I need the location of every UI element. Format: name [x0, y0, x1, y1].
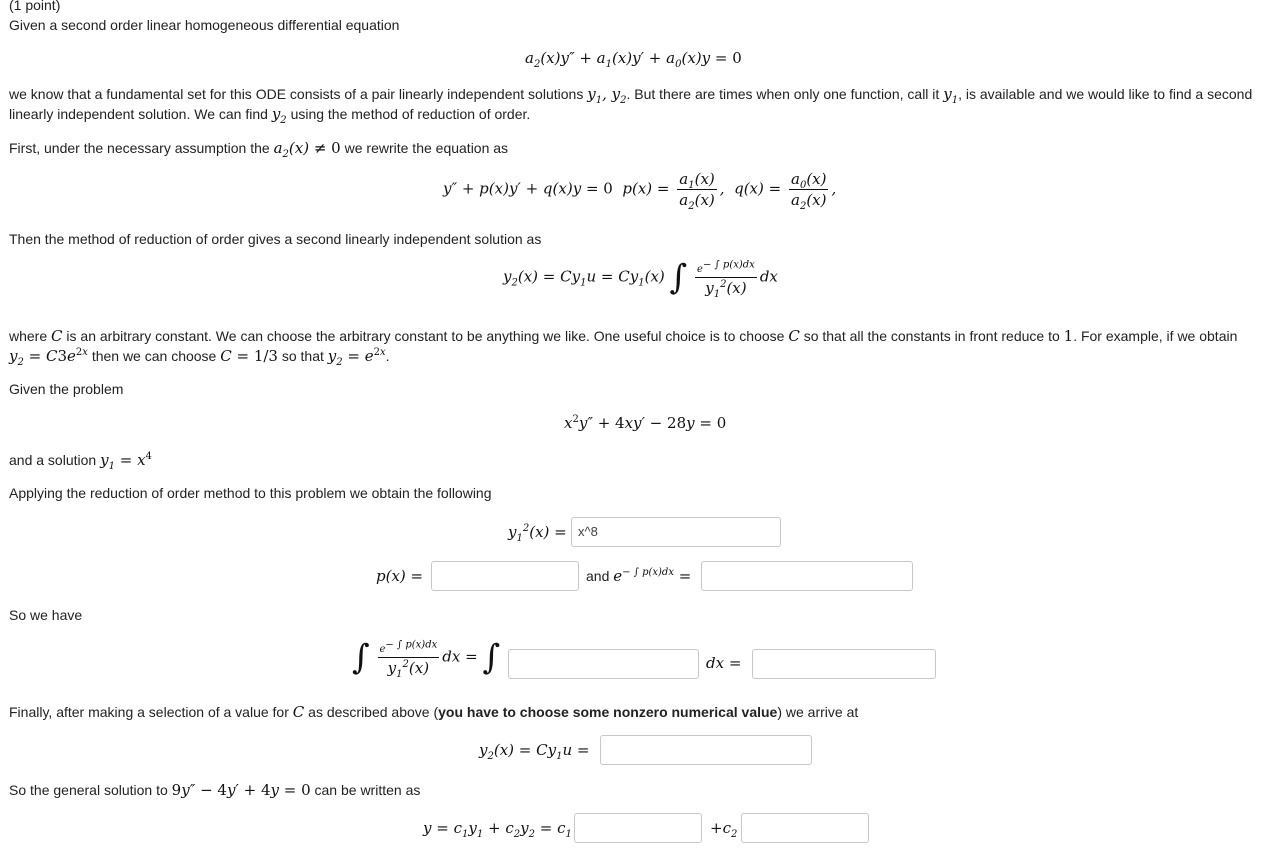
reduction-formula: $y_2(x) = Cy_1u = Cy_1(x)$ ∫ $\frac{e^{- \int p(x)dx}}{y_1^2(x)}$ dx [503, 257, 778, 300]
y1-squared-input[interactable]: x^8 [571, 517, 781, 547]
exp-integral-input[interactable] [701, 561, 913, 591]
fundamental-paragraph-2: linearly independent solution. We can find $y_2$ using the method of reduction of order. [9, 105, 531, 126]
integral-expression: ∫ $\frac{e^{- \int p(x)dx}}{y_1^2(x)}$ dx = ∫ [352, 637, 501, 680]
given-solution: and a solution $y_1 = x^4$ [9, 451, 152, 472]
general-solution-label: $y = c_1y_1 + c_2y_2 = c_1$ [423, 819, 572, 840]
so-we-have-label: So we have [9, 607, 83, 623]
assumption-paragraph: First, under the necessary assumption the $a_2(x) \ne 0$ we rewrite the equation as [9, 139, 509, 160]
dx-equals-label: dx = [706, 654, 742, 672]
integral-result-input[interactable] [752, 649, 936, 679]
p-of-x-input[interactable] [431, 561, 579, 591]
where-paragraph: where C is an arbitrary constant. We can choose the arbitrary constant to be anything we like. One useful choice is to choose C so that all the constants in front reduce to 1. For example, if we obtain [9, 327, 1238, 345]
y1-squared-label: $y_1^2(x)$ = [508, 523, 567, 544]
c2-term-input[interactable] [741, 813, 869, 843]
general-solution-paragraph: So the general solution to 9y″ − 4y′ + 4y = 0 can be written as [9, 781, 421, 799]
ode-general-equation: $a_2(x)y'' + a_1(x)y' + a_0(x)y = 0$ [525, 49, 742, 70]
finally-paragraph: Finally, after making a selection of a value for C as described above (you have to choose some nonzero numerical value) we arrive at [9, 703, 859, 721]
standard-form-equation: y″ + p(x)y′ + q(x)y = 0 p(x) = $\frac{a_1(x)}{a_2(x)}$ , q(x) = $\frac{a_0(x)}{a_2(x)}$ , [443, 170, 837, 212]
exp-integral-label: and $e^{- \int p(x)dx}$ = [586, 567, 692, 585]
points-label: (1 point) [9, 0, 61, 13]
fundamental-paragraph: we know that a fundamental set for this ODE consists of a pair linearly independent solutions $y_1$, $y_2$. But there are times when only one function, call it $y_1$, is available and we would like to find a second [9, 85, 1253, 106]
c1-term-input[interactable] [574, 813, 702, 843]
applying-paragraph: Applying the reduction of order method to this problem we obtain the following [9, 485, 492, 501]
then-paragraph: Then the method of reduction of order gives a second linearly independent solution as [9, 231, 542, 247]
integrand-input[interactable] [508, 649, 699, 679]
specific-ode: $x^2y'' + 4xy' - 28y = 0$ [564, 414, 727, 432]
plus-c2-label: $+c_2$ [710, 819, 738, 840]
given-problem-label: Given the problem [9, 381, 124, 397]
intro-line: Given a second order linear homogeneous differential equation [9, 17, 400, 33]
y2-label: $y_2(x) = Cy_1u$ = [479, 741, 590, 762]
example-paragraph: $y_2 = C3e^{2x}$ then we can choose C = 1/3 so that $y_2 = e^{2x}$. [9, 347, 390, 368]
p-of-x-label: p(x) = [376, 567, 424, 585]
y2-input[interactable] [600, 735, 812, 765]
